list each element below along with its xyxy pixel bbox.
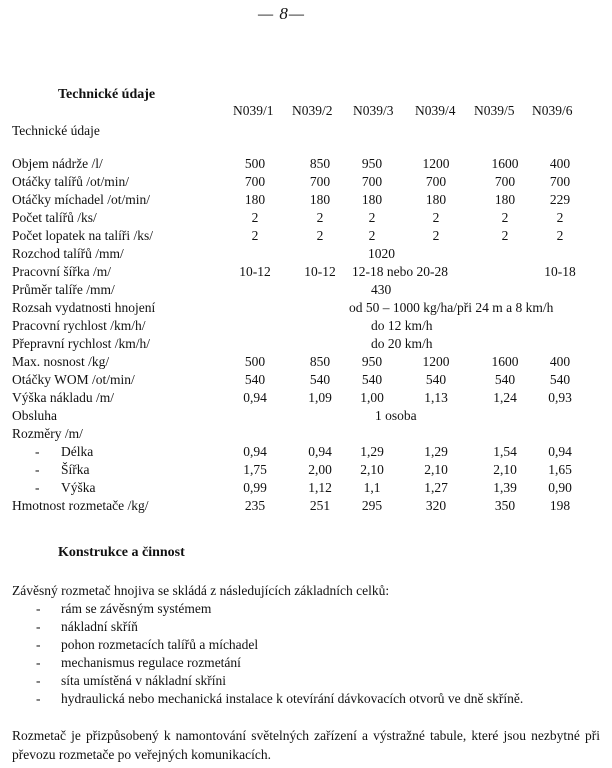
section-title-construction: Konstrukce a činnost xyxy=(58,545,185,560)
spec-value: 540 xyxy=(425,372,447,387)
spec-row xyxy=(0,156,612,174)
spec-value: 2 xyxy=(556,210,564,225)
component-label: hydraulická nebo mechanická instalace k otevírání dávkovacích otvorů ve dně skříně. xyxy=(61,691,524,706)
spec-row xyxy=(0,174,612,192)
spec-label: Přepravní rychlost /km/h/ xyxy=(12,336,150,351)
model-header: N039/5 xyxy=(474,103,515,118)
spec-value: 2,10 xyxy=(424,462,448,477)
spec-label: Počet talířů /ks/ xyxy=(12,210,97,225)
spec-value: 1,29 xyxy=(360,444,384,459)
spec-label: Otáčky WOM /ot/min/ xyxy=(12,372,135,387)
spec-label: Otáčky talířů /ot/min/ xyxy=(12,174,129,189)
spec-value: 0,90 xyxy=(548,480,572,495)
spec-span-value: do 20 km/h xyxy=(371,336,433,351)
component-list-item: - rám se závěsným systémem xyxy=(36,601,212,616)
spec-value: 1600 xyxy=(491,156,519,171)
spec-label: Rozsah vydatnosti hnojení xyxy=(12,300,156,315)
spec-value: 700 xyxy=(425,174,447,189)
spec-row xyxy=(0,192,612,210)
spec-span-value: od 50 – 1000 kg/ha/při 24 m a 8 km/h xyxy=(349,300,554,315)
spec-label: Rozchod talířů /mm/ xyxy=(12,246,124,261)
spec-value: 1,29 xyxy=(424,444,448,459)
spec-label: Otáčky míchadel /ot/min/ xyxy=(12,192,150,207)
spec-value: 0,94 xyxy=(308,444,332,459)
spec-value: 2 xyxy=(432,210,440,225)
spec-label: Objem nádrže /l/ xyxy=(12,156,103,171)
spec-value: 540 xyxy=(244,372,266,387)
component-list-item: - hydraulická nebo mechanická instalace k otevírání dávkovacích otvorů ve dně skříně. xyxy=(36,691,524,706)
spec-value: 10-18 xyxy=(544,264,576,279)
model-header: N039/3 xyxy=(353,103,394,118)
component-label: rám se závěsným systémem xyxy=(61,601,212,616)
spec-value: 540 xyxy=(361,372,383,387)
spec-value: 2 xyxy=(368,210,376,225)
spec-value: 0,99 xyxy=(243,480,267,495)
spec-value: 700 xyxy=(244,174,266,189)
spec-row xyxy=(0,498,612,516)
spec-value: 180 xyxy=(425,192,447,207)
spec-label: - Šířka xyxy=(35,462,90,477)
spec-row xyxy=(0,462,612,480)
spec-value: 1600 xyxy=(491,354,519,369)
spec-row xyxy=(0,210,612,228)
spec-span-value: 1020 xyxy=(368,246,395,261)
spec-value: 229 xyxy=(549,192,571,207)
spec-value: 2 xyxy=(251,228,259,243)
spec-value: 1,65 xyxy=(548,462,572,477)
spec-value: 2,10 xyxy=(360,462,384,477)
spec-value: 1,24 xyxy=(493,390,517,405)
spec-value: 2 xyxy=(251,210,259,225)
spec-value: 1200 xyxy=(422,354,450,369)
spec-row xyxy=(0,228,612,246)
spec-value: 0,93 xyxy=(548,390,572,405)
spec-value: 2,10 xyxy=(493,462,517,477)
spec-row xyxy=(0,264,612,282)
spec-value: 950 xyxy=(361,354,383,369)
spec-value: 1,39 xyxy=(493,480,517,495)
spec-value: 700 xyxy=(549,174,571,189)
spec-row xyxy=(0,408,612,426)
spec-row xyxy=(0,300,612,318)
spec-value: 10-12 xyxy=(239,264,271,279)
model-header: N039/6 xyxy=(532,103,573,118)
spec-caption: Technické údaje xyxy=(12,123,100,138)
spec-value: 0,94 xyxy=(548,444,572,459)
spec-value: 1,1 xyxy=(363,480,381,495)
spec-value: 350 xyxy=(494,498,516,513)
component-list-item: - síta umístěná v nákladní skříni xyxy=(36,673,226,688)
spec-value: 180 xyxy=(309,192,331,207)
spec-value: 2 xyxy=(316,228,324,243)
spec-row xyxy=(0,336,612,354)
spec-label: Hmotnost rozmetače /kg/ xyxy=(12,498,149,513)
spec-span-value: 430 xyxy=(371,282,392,297)
model-header: N039/1 xyxy=(233,103,274,118)
spec-value: 235 xyxy=(244,498,266,513)
spec-value: 2,00 xyxy=(308,462,332,477)
spec-value: 180 xyxy=(244,192,266,207)
spec-row xyxy=(0,390,612,408)
spec-value: 1,12 xyxy=(308,480,332,495)
spec-value: 1,54 xyxy=(493,444,517,459)
spec-value: 2 xyxy=(316,210,324,225)
model-header: N039/2 xyxy=(292,103,333,118)
component-label: mechanismus regulace rozmetání xyxy=(61,655,241,670)
spec-row xyxy=(0,354,612,372)
spec-label: Pracovní rychlost /km/h/ xyxy=(12,318,146,333)
spec-label: Výška nákladu /m/ xyxy=(12,390,114,405)
spec-row xyxy=(0,426,612,444)
spec-value: 2 xyxy=(501,228,509,243)
spec-value: 850 xyxy=(309,354,331,369)
component-label: pohon rozmetacích talířů a míchadel xyxy=(61,637,259,652)
spec-value: 850 xyxy=(309,156,331,171)
component-list-item: - mechanismus regulace rozmetání xyxy=(36,655,241,670)
spec-value: 320 xyxy=(425,498,447,513)
spec-value: 0,94 xyxy=(243,444,267,459)
spec-value: 400 xyxy=(549,156,571,171)
spec-row xyxy=(0,372,612,390)
spec-value: 251 xyxy=(309,498,331,513)
spec-value: 180 xyxy=(361,192,383,207)
spec-value: 950 xyxy=(361,156,383,171)
spec-value: 10-12 xyxy=(304,264,336,279)
spec-value: 2 xyxy=(556,228,564,243)
spec-span-value: do 12 km/h xyxy=(371,318,433,333)
spec-value: 700 xyxy=(494,174,516,189)
spec-label: - Výška xyxy=(35,480,96,495)
page-number: — 8— xyxy=(258,4,305,23)
spec-value: 198 xyxy=(549,498,571,513)
spec-value: 700 xyxy=(361,174,383,189)
spec-row xyxy=(0,480,612,498)
spec-span-value: 1 osoba xyxy=(375,408,417,423)
spec-label: Rozměry /m/ xyxy=(12,426,83,441)
spec-label: Průměr talíře /mm/ xyxy=(12,282,115,297)
spec-value: 2 xyxy=(432,228,440,243)
spec-value: 500 xyxy=(244,354,266,369)
spec-label: Pracovní šířka /m/ xyxy=(12,264,111,279)
spec-value: 1,00 xyxy=(360,390,384,405)
spec-value: 1,09 xyxy=(308,390,332,405)
spec-label: Obsluha xyxy=(12,408,57,423)
body-paragraph: Rozmetač je přizpůsobený k namontování světelných zařízení a výstražné tabule, které jsou nezbytné při převozu rozmetače po veřejných komunikacích. xyxy=(12,728,600,762)
spec-value: 0,94 xyxy=(243,390,267,405)
spec-value: 500 xyxy=(244,156,266,171)
spec-row xyxy=(0,282,612,300)
component-label: síta umístěná v nákladní skříni xyxy=(61,673,226,688)
spec-row xyxy=(0,246,612,264)
spec-value: 2 xyxy=(501,210,509,225)
spec-value: 1200 xyxy=(422,156,450,171)
spec-value: 540 xyxy=(309,372,331,387)
component-list-item: - nákladní skříň xyxy=(36,619,138,634)
spec-value: 540 xyxy=(494,372,516,387)
model-header: N039/4 xyxy=(415,103,456,118)
spec-label: - Délka xyxy=(35,444,94,459)
component-list-item: - pohon rozmetacích talířů a míchadel xyxy=(36,637,259,652)
spec-value: 180 xyxy=(494,192,516,207)
spec-value: 1,13 xyxy=(424,390,448,405)
spec-row xyxy=(0,444,612,462)
section-title-technical-data: Technické údaje xyxy=(58,87,156,102)
spec-label: Počet lopatek na talíři /ks/ xyxy=(12,228,153,243)
spec-value: 12-18 nebo 20-28 xyxy=(352,264,448,279)
spec-row xyxy=(0,318,612,336)
spec-value: 400 xyxy=(549,354,571,369)
spec-value: 2 xyxy=(368,228,376,243)
spec-value: 700 xyxy=(309,174,331,189)
spec-label: Max. nosnost /kg/ xyxy=(12,354,110,369)
spec-value: 295 xyxy=(361,498,383,513)
intro-text: Závěsný rozmetač hnojiva se skládá z následujících základních celků: xyxy=(12,583,390,598)
spec-value: 1,27 xyxy=(424,480,448,495)
component-label: nákladní skříň xyxy=(61,619,138,634)
spec-value: 1,75 xyxy=(243,462,267,477)
spec-value: 540 xyxy=(549,372,571,387)
